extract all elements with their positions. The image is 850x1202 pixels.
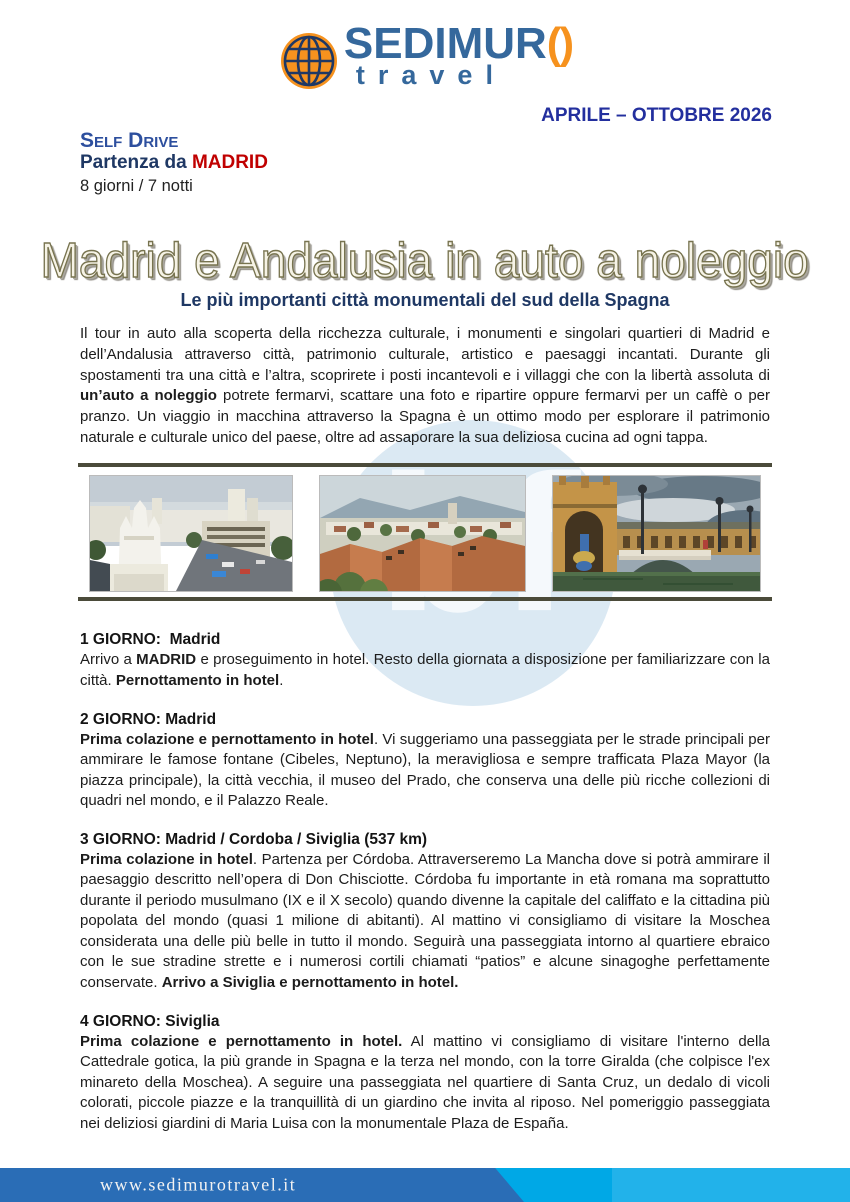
day-4-heading: 4 GIORNO: Siviglia <box>80 1012 220 1030</box>
brand-name: SEDIMUR <box>343 19 547 68</box>
itinerary-day-2 <box>80 711 770 812</box>
intro-paragraph: Il tour in auto alla scoperta della ricchezza culturale, i monumenti e singolari quartieri di Madrid e dell’Andalusia attraverso città, patrimonio culturale, artistico e paesaggi incantati. Durante gli spostamenti tra una città e l’altra, scoprirete i posti incantevoli e i villaggi che con la libertà assoluta di un’auto a noleggio potrete fermarvi, scattare una foto e ripartire oppure fermarvi per un caffè o per pranzo. Un viaggio in macchina attraverso la Spagna è un ottimo modo per esplorare il patrimonio naturale e culturale unico del paese, oltre ad assaporare la sua deliziosa cucina ad ogni tappa. <box>80 325 771 446</box>
day-3-heading: 3 GIORNO: Madrid / Cordoba / Siviglia (537 km) <box>80 830 428 848</box>
footer-light-segment <box>612 1168 850 1202</box>
day-3-body: Prima colazione in hotel. Partenza per Córdoba. Attraverseremo La Mancha dove si potrà ammirare il paesaggio descritto nell’opera di Don Chisciotte. Córdoba fu importante in età romana ma soprattutto durante il periodo musulmano (IX e il X secolo) quando divenne la capitale del califfato e la cittadina più popolata del mondo (quasi 1 milione di abitanti). Al mattino vi consigliamo di visitare la Moschea considerata una delle più belle in tutto il mondo. Seguirà una passeggiata intorno al quartiere ebraico con le sue stradine strette e i numerosi cortili chiamati “patios” e alcune sinagoghe perfettamente conservate. Arrivo a Siviglia e pernottamento in hotel. <box>80 850 770 992</box>
brand-sub-travel: travel <box>355 60 506 90</box>
day-1-body: Arrivo a MADRID e proseguimento in hotel. Resto della giornata a disposizione per familiarizzare con la città. Pernottamento in hotel. <box>80 651 770 689</box>
itinerary-day-4 <box>80 1013 770 1135</box>
trip-meta <box>0 129 850 196</box>
siviglia-plaza-espana-photo <box>552 475 761 592</box>
brand-wordmark <box>343 19 573 90</box>
page-title: Madrid e Andalusia in auto a noleggio <box>40 233 810 288</box>
day-2-heading: 2 GIORNO: Madrid <box>80 710 217 728</box>
day-1-heading: 1 GIORNO: Madrid <box>80 631 221 649</box>
day-2-body: Prima colazione e pernottamento in hotel. Vi suggeriamo una passeggiata per le strade principali per ammirare le famose fontane (Cibeles, Neptuno), la meravigliosa e sempre trafficata Plaza Mayor (la piazza principale), la città vecchia, il museo del Prado, che conserva una delle più ricche collezioni di quadri nel mondo, e il Palazzo Reale. <box>80 730 770 810</box>
footer-bar <box>0 1168 850 1202</box>
granada-alhambra-photo <box>319 475 526 592</box>
madrid-cibeles-photo <box>89 475 293 592</box>
departure-prefix: Partenza da <box>80 152 192 174</box>
program-type: Self Drive <box>80 129 179 152</box>
departure-city: MADRID <box>191 152 268 174</box>
departure-line <box>80 152 850 175</box>
itinerary <box>80 631 770 1134</box>
day-4-body: Prima colazione e pernottamento in hotel. Al mattino vi consigliamo di visitare l'interno della Cattedrale gotica, la più grande in Spagna e la terza nel mondo, con la torre Giralda (che colpisce l'ex minareto della Moschea). A seguire una passeggiata nel quartiere di Santa Cruz, un dedalo di vicoli colorati, piccole piazze e la tranquillità di un giardino che invita al riposo. Nel pomeriggio passeggiata nei deliziosi giardini di Maria Luisa con la monumentale Plaza de España. <box>80 1032 771 1132</box>
itinerary-day-1 <box>80 631 770 691</box>
trip-duration: 8 giorni / 7 notti <box>80 176 193 195</box>
photo-strip <box>78 463 772 601</box>
globe-icon <box>278 30 340 97</box>
sedimuro-logo <box>0 0 850 97</box>
brand-parentheses: () <box>546 19 573 68</box>
footer-website-link[interactable]: www.sedimurotravel.it <box>100 1174 297 1195</box>
season-range: APRILE – OTTOBRE 2026 <box>541 105 772 126</box>
itinerary-day-3 <box>80 831 770 994</box>
page-subtitle: Le più importanti città monumentali del sud della Spagna <box>180 290 670 311</box>
